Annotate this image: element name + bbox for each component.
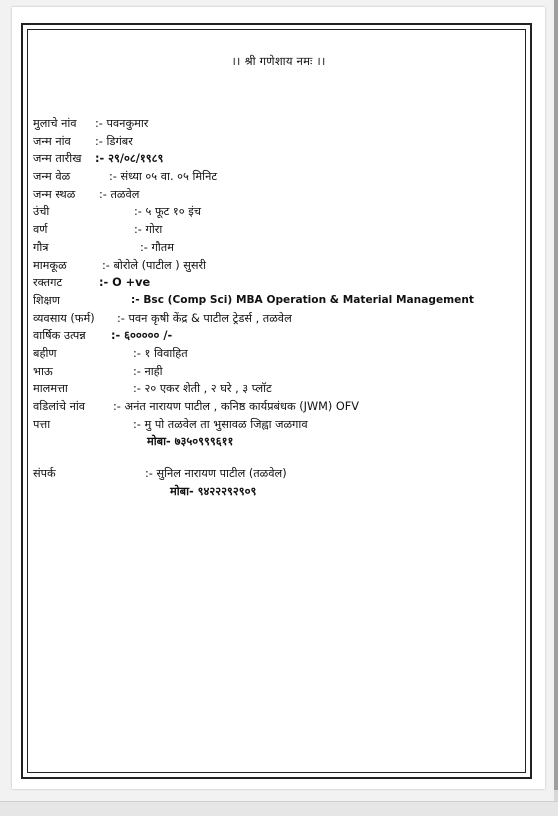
field-row-birth-time bbox=[33, 168, 503, 186]
field-label: वार्षिक उत्पन्न bbox=[33, 329, 86, 343]
vertical-scrollbar[interactable] bbox=[554, 0, 558, 816]
contact-value: :- सुनिल नारायण पाटील (तळवेल) bbox=[145, 467, 287, 481]
field-label: जन्म नांव bbox=[33, 134, 71, 148]
section-spacer bbox=[33, 451, 503, 465]
field-label: उंची bbox=[33, 205, 50, 219]
field-row-occupation bbox=[33, 310, 503, 328]
address-mobile-row bbox=[33, 433, 503, 451]
field-row-birth-name bbox=[33, 133, 503, 151]
field-row-address bbox=[33, 416, 503, 434]
contact-mobile-row bbox=[33, 483, 503, 501]
field-row-father-name bbox=[33, 398, 503, 416]
address-mobile: मोबा- ७३५०९९९६११ bbox=[147, 435, 234, 449]
field-label: मामकूळ bbox=[33, 258, 67, 272]
field-label: जन्म स्थळ bbox=[33, 187, 76, 201]
field-row-brothers bbox=[33, 363, 503, 381]
field-label: वडिलांचे नांव bbox=[33, 400, 86, 413]
field-row-property bbox=[33, 380, 503, 398]
field-value: :- डिगंबर bbox=[95, 134, 133, 148]
field-value: :- नाही bbox=[133, 364, 163, 378]
field-label: जन्म वेळ bbox=[33, 170, 71, 184]
field-row-gotra bbox=[33, 239, 503, 257]
contact-mobile: मोबा- ९४२२२९२९०९ bbox=[170, 484, 257, 498]
field-label: पत्ता bbox=[33, 417, 51, 431]
field-row-education bbox=[33, 292, 503, 310]
field-value: :- २९/०८/१९८९ bbox=[95, 152, 164, 166]
biodata-fields bbox=[33, 115, 503, 500]
field-row-birth-place bbox=[33, 186, 503, 204]
field-row-birth-date bbox=[33, 150, 503, 168]
contact-label: संपर्क bbox=[33, 467, 56, 481]
field-row-contact bbox=[33, 465, 503, 483]
viewer-bottom-bar bbox=[0, 801, 558, 816]
field-value: :- अनंत नारायण पाटील , कनिष्ठ कार्यप्रबंधक (JWM) OFV bbox=[113, 400, 359, 413]
field-row-blood-group bbox=[33, 274, 503, 292]
scrollbar-thumb[interactable] bbox=[554, 0, 558, 790]
invocation-heading: ।। श्री गणेशाय नमः ।। bbox=[231, 54, 326, 68]
field-value: :- तळवेल bbox=[99, 187, 140, 201]
field-value: :- संध्या ०५ वा. ०५ मिनिट bbox=[109, 170, 218, 184]
field-label: व्यवसाय (फर्म) bbox=[33, 311, 95, 325]
field-row-height bbox=[33, 203, 503, 221]
field-label: भाऊ bbox=[33, 364, 53, 378]
field-value: :- १ विवाहित bbox=[133, 346, 188, 360]
field-value: :- मु पो तळवेल ता भुसावळ जिह्वा जळगाव bbox=[133, 417, 308, 431]
field-value: :- पवन कृषी केंद्र & पाटील ट्रेडर्स , तळवेल bbox=[117, 311, 292, 325]
field-value: :- ६००००० /- bbox=[111, 329, 173, 343]
field-row-annual-income bbox=[33, 327, 503, 345]
field-value: :- Bsc (Comp Sci) MBA Operation & Material Management bbox=[131, 293, 474, 306]
document-page bbox=[12, 7, 545, 789]
field-label: वर्ण bbox=[33, 223, 48, 237]
field-label: मालमत्ता bbox=[33, 382, 68, 396]
field-label: बहीण bbox=[33, 346, 57, 360]
field-row-sisters bbox=[33, 345, 503, 363]
field-row-maternal-family bbox=[33, 257, 503, 275]
field-value: :- २० एकर शेती , २ घरे , ३ प्लॉट bbox=[133, 382, 272, 396]
field-value: :- पवनकुमार bbox=[95, 117, 149, 130]
field-label: रक्तगट bbox=[33, 276, 63, 290]
field-row-name bbox=[33, 115, 503, 133]
field-value: :- गोरा bbox=[134, 223, 163, 237]
field-value: :- गौतम bbox=[140, 240, 174, 254]
field-value: :- O +ve bbox=[99, 276, 151, 290]
field-label: गौत्र bbox=[33, 240, 49, 254]
field-label: मुलाचे नांव bbox=[33, 117, 77, 130]
field-value: :- बोरोले (पाटील ) सुसरी bbox=[102, 258, 207, 272]
field-label: शिक्षण bbox=[33, 293, 60, 307]
field-label: जन्म तारीख bbox=[33, 152, 82, 166]
field-row-complexion bbox=[33, 221, 503, 239]
field-value: :- ५ फूट १० इंच bbox=[134, 205, 201, 219]
